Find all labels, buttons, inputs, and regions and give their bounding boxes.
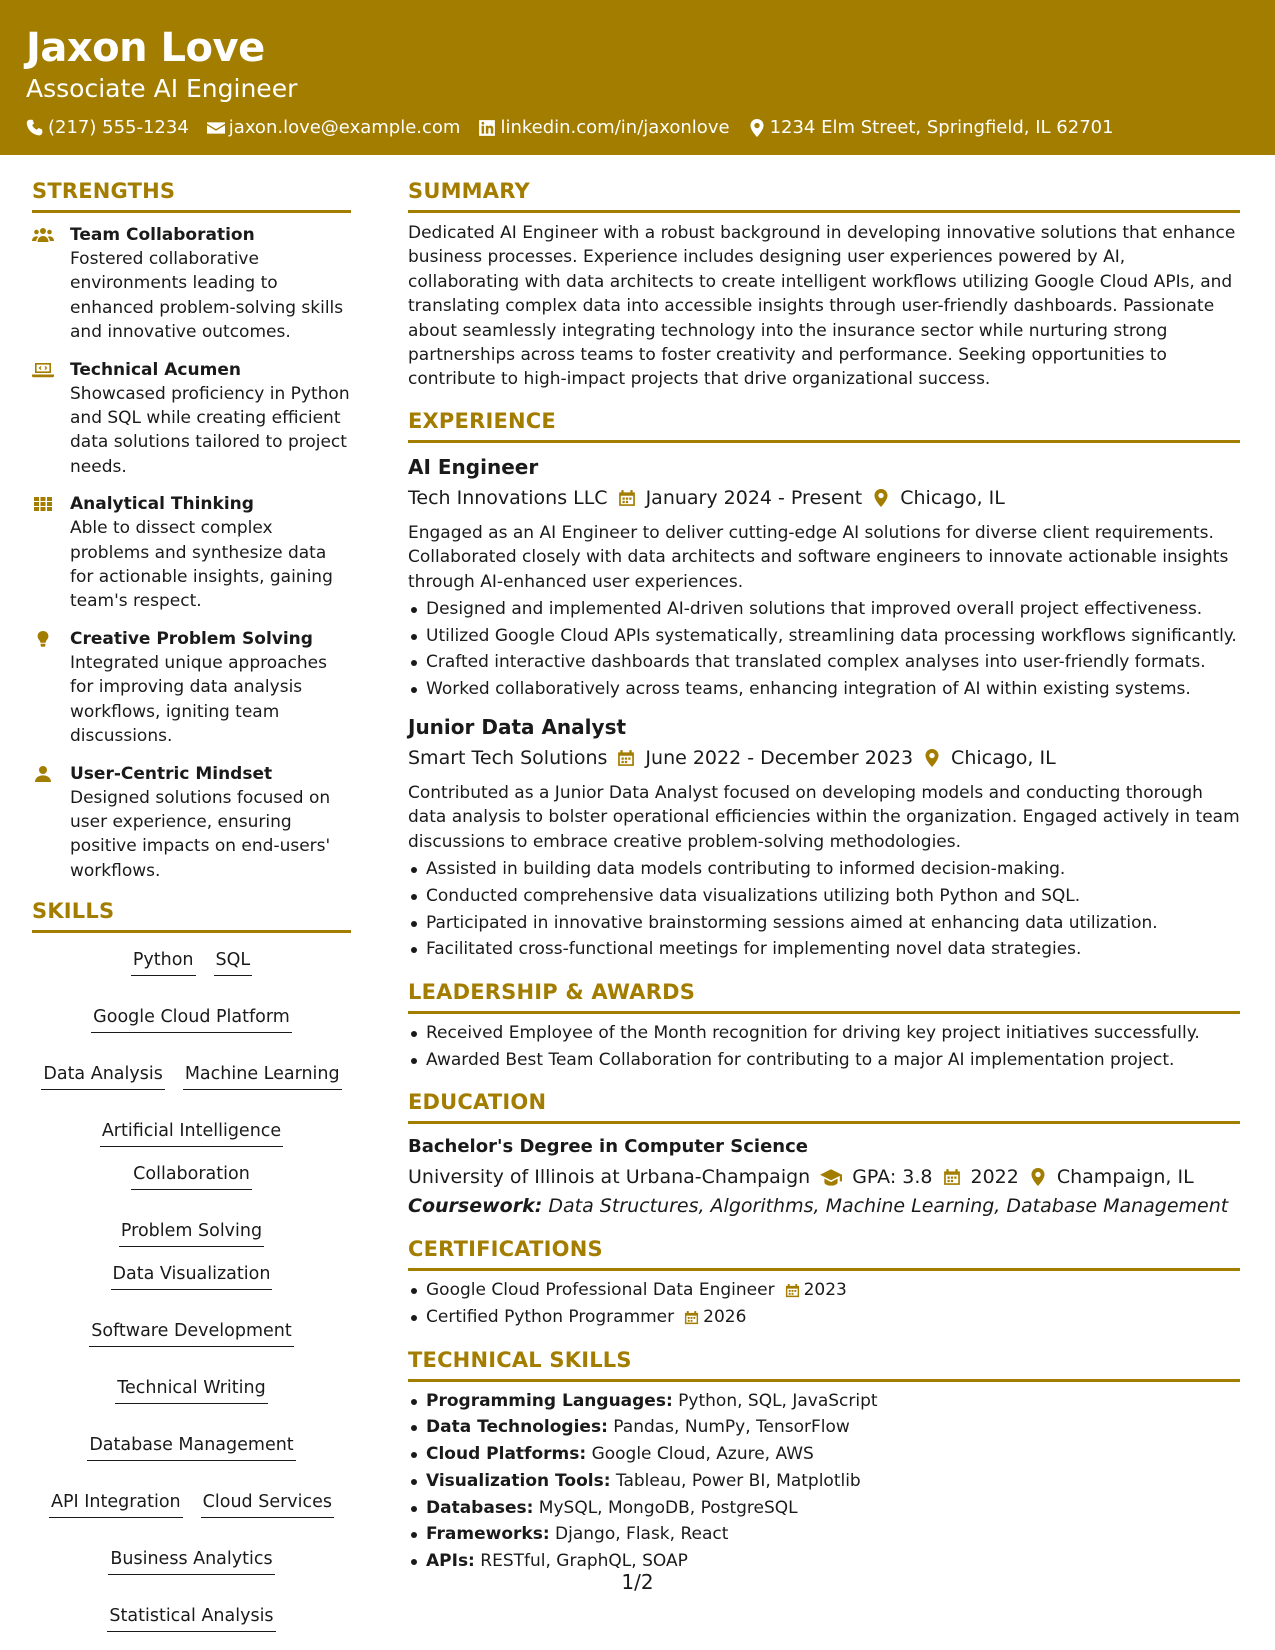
certifications-section xyxy=(408,1234,1240,1330)
strength-item xyxy=(32,223,351,345)
experience-heading: EXPERIENCE xyxy=(408,406,1240,443)
list-item: Assisted in building data models contributing to informed decision-making. xyxy=(408,856,1240,883)
job-title: AI Engineer xyxy=(408,454,539,479)
certifications-list xyxy=(408,1277,1240,1330)
left-column xyxy=(32,176,351,1632)
skill-tag: Software Development xyxy=(89,1318,294,1347)
strength-desc: Fostered collaborative environments leading to enhanced problem-solving skills and innovative outcomes. xyxy=(70,249,344,343)
calendar-icon xyxy=(785,1283,800,1298)
strength-title: Technical Acumen xyxy=(70,359,241,380)
job-meta xyxy=(408,743,1240,773)
contact-address xyxy=(748,116,1114,140)
linkedin-text: linkedin.com/in/jaxonlove xyxy=(500,117,730,138)
education-heading: EDUCATION xyxy=(408,1087,1240,1124)
skill-tag: Data Analysis xyxy=(41,1061,164,1090)
skill-tag: Google Cloud Platform xyxy=(91,1004,292,1033)
job-company: Tech Innovations LLC xyxy=(408,486,608,509)
list-item xyxy=(408,1468,1240,1495)
skill-tag: Cloud Services xyxy=(201,1489,334,1518)
skill-tag: Problem Solving xyxy=(119,1218,264,1247)
leadership-heading: LEADERSHIP & AWARDS xyxy=(408,977,1240,1014)
edu-degree: Bachelor's Degree in Computer Science xyxy=(408,1136,808,1158)
list-item: Worked collaboratively across teams, enhancing integration of AI within existing systems. xyxy=(408,676,1240,703)
tech-skill-value: Pandas, NumPy, TensorFlow xyxy=(613,1417,850,1438)
education-section xyxy=(408,1087,1240,1220)
calendar-icon xyxy=(943,1168,961,1186)
email-text: jaxon.love@example.com xyxy=(228,117,461,138)
list-item xyxy=(408,1277,1240,1304)
calendar-icon xyxy=(617,749,635,767)
calendar-icon xyxy=(618,489,636,507)
cert-year: 2023 xyxy=(803,1280,847,1301)
strength-desc: Integrated unique approaches for improving data analysis workflows, igniting team discussions. xyxy=(70,652,328,747)
skill-tag: Collaboration xyxy=(131,1161,252,1190)
strengths-section xyxy=(32,176,351,883)
edu-coursework xyxy=(408,1192,1240,1220)
tech-skill-value: MySQL, MongoDB, PostgreSQL xyxy=(538,1497,798,1518)
strength-title: Analytical Thinking xyxy=(70,494,254,515)
edu-year: 2022 xyxy=(970,1166,1019,1189)
strength-title: Creative Problem Solving xyxy=(70,628,313,649)
skill-tag: Database Management xyxy=(87,1432,295,1461)
strength-desc: Able to dissect complex problems and synthesize data for actionable insights, gaining team's respect. xyxy=(70,518,333,612)
strength-item xyxy=(32,492,351,614)
envelope-icon xyxy=(207,119,225,137)
list-item: Conducted comprehensive data visualizations utilizing both Python and SQL. xyxy=(408,883,1240,910)
skills-heading: SKILLS xyxy=(32,896,351,933)
strength-item xyxy=(32,762,351,884)
skill-tag: Artificial Intelligence xyxy=(100,1118,283,1147)
strength-desc: Designed solutions focused on user experience, ensuring positive impacts on end-users' workflows. xyxy=(70,787,331,881)
page-number: 1/2 xyxy=(621,1570,654,1594)
list-item: Participated in innovative brainstorming sessions aimed at enhancing data utilization. xyxy=(408,910,1240,937)
skill-tag: SQL xyxy=(214,947,253,976)
list-item xyxy=(408,1304,1240,1331)
linkedin-icon xyxy=(478,119,496,137)
job-location: Chicago, IL xyxy=(951,746,1056,769)
summary-text: Dedicated AI Engineer with a robust background in developing innovative solutions that enhance business processes. Experience includes designing user experiences powered by AI, collaborating with data architects to create intelligent workflows utilizing Google Cloud APIs, and translating complex data into accessible insights through user-friendly dashboards. Passionate about seamlessly integrating technology into the insurance sector while nurturing strong partnerships across teams to foster creativity and performance. Seeking opportunities to contribute to high-impact projects that drive organizational success. xyxy=(408,223,1236,390)
job-dates: January 2024 - Present xyxy=(645,486,863,509)
strength-item xyxy=(32,358,351,480)
technical-skills-section xyxy=(408,1345,1240,1575)
skills-list xyxy=(32,933,351,1632)
contact-phone[interactable] xyxy=(26,116,189,140)
strengths-heading: STRENGTHS xyxy=(32,176,351,213)
tech-skill-value: Google Cloud, Azure, AWS xyxy=(591,1444,814,1465)
list-item xyxy=(408,1441,1240,1468)
phone-icon xyxy=(26,119,44,137)
job-entry xyxy=(408,713,1240,963)
job-location: Chicago, IL xyxy=(900,486,1005,509)
tech-skill-value: Python, SQL, JavaScript xyxy=(678,1390,878,1411)
contact-linkedin[interactable] xyxy=(478,116,729,140)
skill-tag: Business Analytics xyxy=(108,1546,274,1575)
edu-school: University of Illinois at Urbana-Champaign xyxy=(408,1166,811,1189)
user-icon xyxy=(32,762,58,884)
phone-text: (217) 555-1234 xyxy=(48,117,189,138)
cert-name: Certified Python Programmer xyxy=(426,1307,675,1328)
job-company: Smart Tech Solutions xyxy=(408,746,608,769)
summary-heading: SUMMARY xyxy=(408,176,1240,213)
strength-title: Team Collaboration xyxy=(70,225,255,245)
list-item xyxy=(408,1495,1240,1522)
tech-skill-label: APIs: xyxy=(426,1550,475,1571)
edu-meta xyxy=(408,1162,1240,1192)
job-description: Engaged as an AI Engineer to deliver cutting-edge AI solutions for diverse client requirements. Collaborated closely with data architects and software engineers to innovate actionable insights through AI-enhanced user experiences. xyxy=(408,522,1229,592)
strengths-list xyxy=(32,223,351,883)
list-item: Designed and implemented AI-driven solutions that improved overall project effectiveness. xyxy=(408,596,1240,623)
certifications-heading: CERTIFICATIONS xyxy=(408,1234,1240,1271)
laptop-code-icon xyxy=(32,358,58,480)
users-icon xyxy=(32,223,58,345)
strength-desc: Showcased proficiency in Python and SQL while creating efficient data solutions tailored to project needs. xyxy=(70,383,350,477)
technical-skills-heading: TECHNICAL SKILLS xyxy=(408,1345,1240,1382)
list-item: Facilitated cross-functional meetings for implementing novel data strategies. xyxy=(408,936,1240,963)
contact-bar xyxy=(26,116,1249,140)
coursework-label: Coursework: xyxy=(408,1195,543,1218)
skills-section xyxy=(32,896,351,1632)
job-title: Junior Data Analyst xyxy=(408,714,627,739)
skill-tag: Data Visualization xyxy=(111,1261,273,1290)
strength-item xyxy=(32,627,351,749)
summary-section xyxy=(408,176,1240,392)
candidate-name: Jaxon Love xyxy=(26,25,265,71)
list-item: Received Employee of the Month recognition for driving key project initiatives successfully. xyxy=(408,1020,1240,1047)
location-pin-icon xyxy=(748,119,766,137)
edu-gpa: GPA: 3.8 xyxy=(852,1166,933,1189)
strength-title: User-Centric Mindset xyxy=(70,763,273,784)
list-item xyxy=(408,1414,1240,1441)
tech-skill-label: Cloud Platforms: xyxy=(426,1444,587,1465)
coursework-text: Data Structures, Algorithms, Machine Learning, Database Management xyxy=(548,1195,1229,1218)
list-item: Awarded Best Team Collaboration for contributing to a major AI implementation project. xyxy=(408,1047,1240,1074)
skill-tag: Statistical Analysis xyxy=(107,1603,275,1632)
cert-name: Google Cloud Professional Data Engineer xyxy=(426,1280,775,1301)
candidate-role: Associate AI Engineer xyxy=(26,74,298,103)
job-meta xyxy=(408,483,1240,513)
grid-icon xyxy=(32,492,58,614)
list-item: Crafted interactive dashboards that translated complex analyses into user-friendly formats. xyxy=(408,649,1240,676)
tech-skill-label: Data Technologies: xyxy=(426,1417,608,1438)
job-bullets xyxy=(408,856,1240,963)
lightbulb-icon xyxy=(32,627,58,749)
tech-skill-label: Frameworks: xyxy=(426,1524,550,1545)
right-column xyxy=(408,176,1240,1575)
leadership-section xyxy=(408,977,1240,1073)
technical-skills-list xyxy=(408,1388,1240,1575)
skill-tag: API Integration xyxy=(49,1489,183,1518)
list-item: Utilized Google Cloud APIs systematically, streamlining data processing workflows significantly. xyxy=(408,623,1240,650)
edu-location: Champaign, IL xyxy=(1056,1166,1194,1189)
graduation-cap-icon xyxy=(820,1168,842,1186)
skill-tag: Machine Learning xyxy=(183,1061,342,1090)
skill-tag: Technical Writing xyxy=(115,1375,267,1404)
list-item xyxy=(408,1388,1240,1415)
contact-email[interactable] xyxy=(207,116,461,140)
tech-skill-label: Programming Languages: xyxy=(426,1390,673,1411)
job-dates: June 2022 - December 2023 xyxy=(645,746,914,769)
tech-skill-label: Databases: xyxy=(426,1497,534,1518)
resume-header xyxy=(0,0,1275,155)
job-description: Contributed as a Junior Data Analyst focused on developing models and conducting thorough data analysis to bolster operational efficiencies within the organization. Engaged actively in team discussions to embrace creative problem-solving methodologies. xyxy=(408,782,1240,852)
location-pin-icon xyxy=(1029,1168,1047,1186)
tech-skill-label: Visualization Tools: xyxy=(426,1470,611,1491)
skill-tag: Python xyxy=(131,947,196,976)
tech-skill-value: Django, Flask, React xyxy=(555,1524,729,1545)
cert-year: 2026 xyxy=(703,1307,747,1328)
job-entry xyxy=(408,453,1240,703)
address-text: 1234 Elm Street, Springfield, IL 62701 xyxy=(769,117,1114,138)
list-item xyxy=(408,1521,1240,1548)
experience-section xyxy=(408,406,1240,963)
location-pin-icon xyxy=(923,749,941,767)
tech-skill-value: Tableau, Power BI, Matplotlib xyxy=(615,1470,861,1491)
job-bullets xyxy=(408,596,1240,703)
tech-skill-value: RESTful, GraphQL, SOAP xyxy=(480,1550,688,1571)
calendar-icon xyxy=(684,1310,699,1325)
leadership-list xyxy=(408,1020,1240,1073)
location-pin-icon xyxy=(872,489,890,507)
